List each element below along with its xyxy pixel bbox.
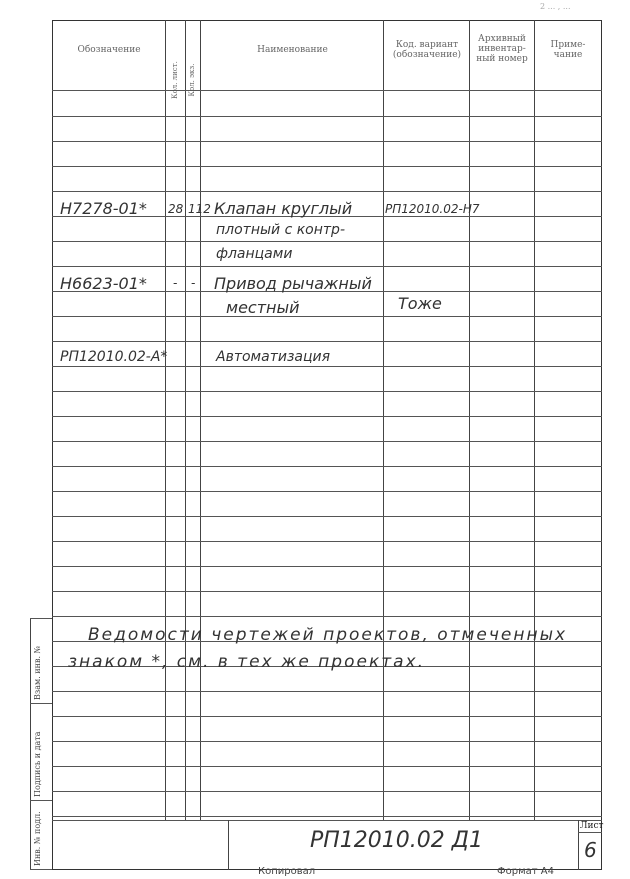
header-col2: Кол. лист. bbox=[171, 61, 179, 99]
row-line bbox=[52, 816, 602, 817]
side-label: Взам. инв. № bbox=[33, 645, 42, 700]
note-line: знаком *, см. в тех же проектах. bbox=[68, 652, 426, 672]
entry-name-line: фланцами bbox=[216, 246, 293, 262]
row-line bbox=[52, 541, 602, 542]
entry-name-line: Автоматизация bbox=[216, 349, 331, 365]
header-name: Наименование bbox=[257, 45, 328, 55]
row-line bbox=[52, 416, 602, 417]
entry-c3: 112 bbox=[188, 202, 211, 216]
row-line bbox=[52, 241, 602, 242]
row-line bbox=[52, 716, 602, 717]
col-line bbox=[185, 20, 186, 820]
entry-name-line: местный bbox=[226, 298, 300, 317]
row-line bbox=[52, 366, 602, 367]
stamp-line bbox=[578, 832, 602, 833]
side-label: Подпись и дата bbox=[33, 731, 42, 797]
footer-format: Формат А4 bbox=[497, 866, 554, 877]
entry-c2: 28 bbox=[168, 202, 184, 216]
stamp-sheet-number: 6 bbox=[584, 838, 597, 862]
side-strip-line bbox=[30, 618, 52, 619]
col-line bbox=[165, 20, 166, 820]
footer-copied: Копировал bbox=[258, 866, 316, 877]
corner-mark: 2 ... , ... bbox=[540, 2, 571, 11]
row-line bbox=[52, 491, 602, 492]
entry-designation: РП12010.02-А* bbox=[60, 349, 168, 365]
row-line bbox=[52, 741, 602, 742]
row-line bbox=[52, 466, 602, 467]
entry-c3: - bbox=[191, 276, 196, 290]
row-line bbox=[52, 566, 602, 567]
row-line bbox=[52, 116, 602, 117]
header-line bbox=[52, 90, 602, 91]
col-line bbox=[383, 20, 384, 820]
row-line bbox=[52, 391, 602, 392]
note-line: Ведомости чертежей проектов, отмеченных bbox=[88, 625, 568, 645]
side-label: Инв. № подл. bbox=[33, 811, 42, 866]
side-strip-line bbox=[30, 869, 52, 870]
col-line bbox=[534, 20, 535, 820]
row-line bbox=[52, 766, 602, 767]
row-line bbox=[52, 191, 602, 192]
row-line bbox=[52, 341, 602, 342]
stamp-line bbox=[228, 820, 229, 870]
row-line bbox=[52, 166, 602, 167]
header-designation: Обозначение bbox=[77, 45, 141, 55]
stamp-top-line bbox=[52, 820, 602, 821]
row-line bbox=[52, 616, 602, 617]
header-code: Код. вариант (обозначение) bbox=[392, 40, 462, 60]
col-line bbox=[200, 20, 201, 820]
entry-name-line: плотный с контр- bbox=[216, 222, 345, 238]
stamp-line bbox=[578, 820, 579, 870]
stamp-doc-number: РП12010.02 Д1 bbox=[310, 828, 483, 853]
entry-name-line: Клапан круглый bbox=[214, 199, 353, 218]
row-line bbox=[52, 591, 602, 592]
entry-code: Тоже bbox=[398, 294, 442, 313]
document-frame bbox=[52, 20, 602, 870]
side-strip-line bbox=[30, 703, 52, 704]
row-line bbox=[52, 441, 602, 442]
col-line bbox=[469, 20, 470, 820]
header-archive: Архивный инвентар-ный номер bbox=[476, 34, 528, 64]
entry-code: РП12010.02-Н7 bbox=[385, 202, 480, 216]
entry-designation: Н6623-01* bbox=[60, 274, 147, 293]
entry-designation: Н7278-01* bbox=[60, 199, 147, 218]
entry-c2: - bbox=[173, 276, 178, 290]
stamp-sheet-label: Лист bbox=[580, 821, 604, 831]
row-line bbox=[52, 791, 602, 792]
entry-name-line: Привод рычажный bbox=[214, 274, 372, 293]
row-line bbox=[52, 316, 602, 317]
row-line bbox=[52, 516, 602, 517]
header-note: Приме-чание bbox=[550, 40, 586, 60]
side-strip-line bbox=[30, 800, 52, 801]
row-line bbox=[52, 691, 602, 692]
side-strip-line bbox=[30, 618, 31, 870]
row-line bbox=[52, 141, 602, 142]
row-line bbox=[52, 266, 602, 267]
header-col3: Кол. экз. bbox=[188, 63, 196, 97]
